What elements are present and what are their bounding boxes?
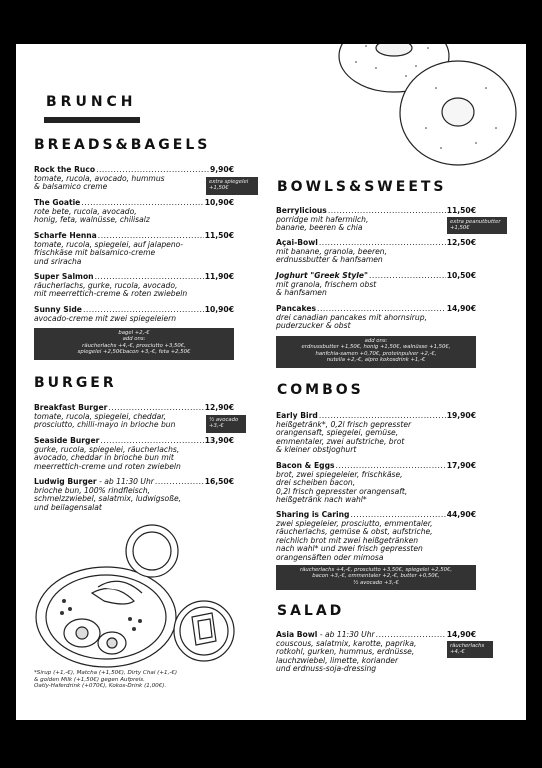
- raeucherlachs-box: räucherlachs +4,-€: [447, 641, 493, 658]
- burger-title: BURGER: [34, 375, 117, 391]
- item-desc: & balsamico creme: [34, 182, 108, 192]
- menu-item-breakfast-burger: [34, 404, 234, 430]
- salad-title: SALAD: [277, 603, 345, 619]
- item-desc: prosciutto, chilli-mayo in brioche bun: [34, 420, 176, 430]
- item-desc: drei canadian pancakes mit ahornsirup,: [276, 312, 427, 322]
- item-desc: mit granola, frischem obst: [276, 279, 377, 289]
- item-desc: couscous, salatmix, karotte, paprika,: [276, 638, 417, 648]
- item-desc: orangensäften oder mimosa: [276, 552, 384, 562]
- item-price: 12,90€: [204, 403, 234, 412]
- item-desc: frischkäse mit balsamico-creme: [34, 248, 156, 258]
- menu-item-ludwig-burger: [34, 478, 234, 512]
- item-name: Berrylicious: [276, 206, 327, 215]
- item-name: Early Bird: [276, 411, 318, 420]
- item-name: Bacon & Eggs: [276, 461, 335, 470]
- item-desc: schmelzzwiebel, salatmix, ludwigsoße,: [34, 494, 182, 504]
- menu-item-super-salmon: [34, 273, 234, 299]
- menu-item-sharing-is-caring: [276, 511, 476, 563]
- item-desc: räucherlachs, gemüse & obst, aufstriche,: [276, 527, 433, 537]
- item-price: 44,90€: [446, 510, 476, 519]
- avocado-box: ½ avocado +3,-€: [206, 415, 246, 433]
- item-desc: brioche bun, 100% rindfleisch,: [34, 485, 151, 495]
- item-desc: tomate, rucola, spiegelei, auf jalapeno-: [34, 239, 184, 249]
- item-name: Pancakes: [276, 304, 317, 313]
- breakfast-illustration: [34, 521, 234, 671]
- item-desc: orangensaft, spiegelei, gemüse,: [276, 428, 399, 438]
- item-desc: 0,2l frisch gepresster orangensaft,: [276, 486, 408, 496]
- item-desc: banane, beeren & chia: [276, 223, 363, 233]
- item-name: Sharing is Caring: [276, 510, 350, 519]
- item-time: - ab 11:30 Uhr: [317, 630, 375, 639]
- item-time: - ab 11:30 Uhr: [96, 477, 154, 486]
- menu-item-joghurt: [276, 272, 476, 298]
- item-price: 10,90€: [204, 305, 234, 314]
- item-desc: emmentaler, zwei aufstriche, brot: [276, 436, 405, 446]
- item-desc: lauchzwiebel, limette, koriander: [276, 655, 399, 665]
- item-desc: nach wahl* und zwei frisch gepressten: [276, 544, 423, 554]
- item-desc: & hanfsamen: [276, 288, 327, 298]
- combos-addons-box: räucherlachs +4,-€, prosciutto +3,50€, spiegelei +2,50€, bacon +3,-€, emmentaler +2,-€, butter +0,50€, ½ avocado +3,-€: [276, 565, 476, 590]
- item-name: Sunny Side: [34, 305, 82, 314]
- item-desc: und erdnuss-soja-dressing: [276, 664, 377, 674]
- breads-title: BREADS&BAGELS: [34, 137, 211, 153]
- menu-item-scharfe-henna: [34, 232, 234, 266]
- menu-item-seaside-burger: [34, 437, 234, 471]
- item-desc: honig, feta, walnüsse, chilisalz: [34, 215, 150, 225]
- item-name: Ludwig Burger: [34, 477, 97, 486]
- item-name: Super Salmon: [34, 272, 94, 281]
- menu-item-bacon-eggs: [276, 462, 476, 505]
- item-price: 11,50€: [204, 231, 234, 240]
- item-price: 14,90€: [446, 304, 476, 313]
- item-price: 14,90€: [446, 630, 476, 639]
- bowls-title: BOWLS&SWEETS: [277, 179, 447, 195]
- item-desc: brot, zwei spiegeleier, frischkäse,: [276, 469, 403, 479]
- item-desc: puderzucker & obst: [276, 321, 351, 331]
- item-price: 17,90€: [446, 461, 476, 470]
- item-desc: reichlich brot mit zwei heißgetränken: [276, 535, 419, 545]
- item-desc: rote bete, rucola, avocado,: [34, 206, 137, 216]
- item-desc: drei scheiben bacon,: [276, 478, 356, 488]
- item-name: Scharfe Henna: [34, 231, 97, 240]
- item-name: Rock the Ruco: [34, 165, 96, 174]
- item-desc: & kleiner obstjoghurt: [276, 445, 357, 455]
- item-name: The Goatie: [34, 198, 81, 207]
- item-desc: räucherlachs, gurke, rucola, avocado,: [34, 280, 178, 290]
- menu-item-the-goatie: [34, 199, 234, 225]
- combos-title: COMBOS: [277, 382, 364, 398]
- item-desc: meerrettich-creme und roten zwiebeln: [34, 461, 181, 471]
- item-desc: porridge mit hafermilch,: [276, 214, 369, 224]
- item-name: Asia Bowl: [276, 630, 318, 639]
- item-name: Açai-Bowl: [276, 238, 318, 247]
- menu-item-berrylicious: [276, 207, 476, 233]
- breads-addons-box: bagel +2,-€ add ons: räucherlachs +4,-€, prosciutto +3,50€, spiegelei +2,50€bacon +3,-€, feta +2,50€: [34, 328, 234, 360]
- item-desc: zwei spiegeleier, prosciutto, emmentaler,: [276, 518, 433, 528]
- title-underline: [44, 117, 140, 123]
- menu-item-early-bird: [276, 412, 476, 455]
- extra-peanutbutter-box: extra peanutbutter +1,50€: [447, 217, 507, 234]
- item-price: 16,50€: [204, 477, 234, 486]
- menu-item-rock-the-ruco: [34, 166, 234, 192]
- item-desc: erdnussbutter & hanfsamen: [276, 255, 383, 265]
- item-price: 11,50€: [446, 206, 476, 215]
- item-desc: und sriracha: [34, 256, 82, 266]
- item-name: Breakfast Burger: [34, 403, 108, 412]
- item-price: 12,50€: [446, 238, 476, 247]
- item-desc: rotkohl, gurken, hummus, erdnüsse,: [276, 647, 415, 657]
- item-desc: tomate, rucola, avocado, hummus: [34, 173, 165, 183]
- item-price: 13,90€: [204, 436, 234, 445]
- item-desc: heißgetränk*, 0,2l frisch gepresster: [276, 419, 412, 429]
- item-desc: mit meerrettich-creme & roten zwiebeln: [34, 289, 188, 299]
- menu-item-pancakes: [276, 305, 476, 331]
- menu-item-asia-bowl: [276, 631, 476, 674]
- menu-item-acai-bowl: [276, 239, 476, 265]
- item-desc: und beilagensalat: [34, 502, 102, 512]
- item-desc: gurke, rucola, spiegelei, räucherlachs,: [34, 444, 180, 454]
- extra-spiegelei-box: extra spiegelei +1,50€: [206, 177, 258, 195]
- item-desc: heißgetränk nach wahl*: [276, 495, 367, 505]
- menu-item-sunny-side: [34, 306, 234, 323]
- brunch-title: BRUNCH: [46, 94, 137, 110]
- item-desc: avocado-creme mit zwei spiegeleiern: [34, 313, 177, 323]
- bagel-illustration: [336, 44, 526, 168]
- item-name: Joghurt "Greek Style": [276, 271, 368, 280]
- bowls-addons-box: add ons: erdnussbutter +1,50€, honig +1,50€, walnüsse +1,50€, hanfchia-samen +0,70€, proteinpulver +2,-€, nutella +2,-€, alpro kokosdrink +1,-€: [276, 336, 476, 368]
- item-price: 10,50€: [446, 271, 476, 280]
- item-price: 10,90€: [204, 198, 234, 207]
- item-desc: tomate, rucola, spiegelei, cheddar,: [34, 411, 167, 421]
- item-price: 9,90€: [209, 165, 234, 174]
- footnote: *Sirup (+1,-€), Matcha (+1,50€), Dirty Chai (+1,-€) & golden Milk (+1,50€) gegen Aufpreis. Oatly-Haferdrink (+070€), Kokos-Drink (1,00€).: [34, 670, 178, 690]
- menu-page: [16, 44, 526, 720]
- item-desc: avocado, cheddar in brioche bun mit: [34, 453, 174, 463]
- item-name: Seaside Burger: [34, 436, 100, 445]
- item-price: 19,90€: [446, 411, 476, 420]
- item-desc: mit banane, granola, beeren,: [276, 246, 387, 256]
- item-price: 11,90€: [204, 272, 234, 281]
